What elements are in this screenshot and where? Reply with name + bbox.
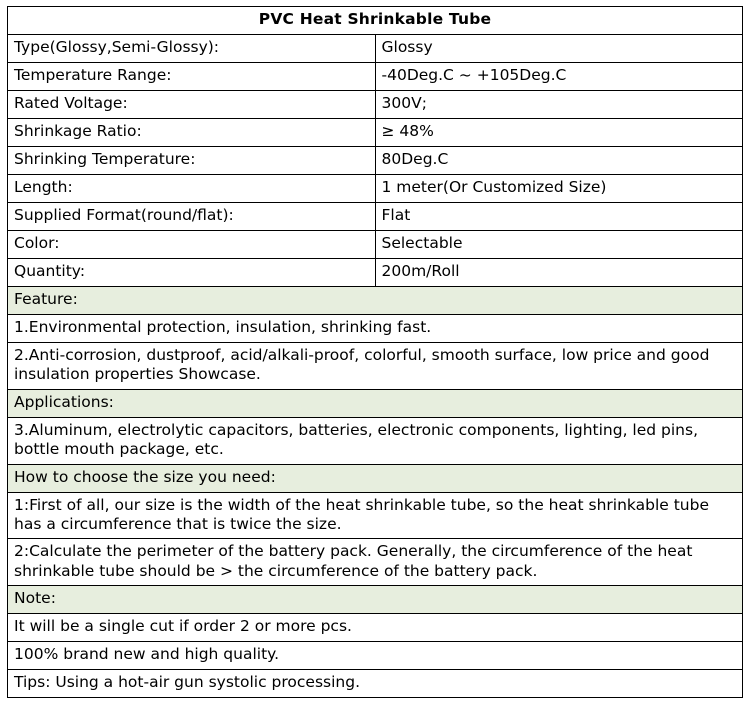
spec-value: 200m/Roll [375,259,743,287]
title-row [8,7,743,35]
specification-table [7,6,743,698]
spec-value: ≥ 48% [375,119,743,147]
section-line-row [8,343,743,390]
table-row [8,35,743,63]
spec-value: Glossy [375,35,743,63]
table-row [8,231,743,259]
section-line-row [8,614,743,642]
section-heading-how-to-choose: How to choose the size you need: [8,464,743,492]
section-line: Tips: Using a hot-air gun systolic processing. [8,670,743,698]
spec-label: Shrinkage Ratio: [8,119,376,147]
table-row [8,259,743,287]
section-line-row [8,539,743,586]
spec-label: Temperature Range: [8,63,376,91]
table-row [8,147,743,175]
section-heading-applications: Applications: [8,389,743,417]
section-line-row [8,642,743,670]
section-line: 2.Anti-corrosion, dustproof, acid/alkali-proof, colorful, smooth surface, low price and good insulation properties Showcase. [8,343,743,390]
section-line: 2:Calculate the perimeter of the battery pack. Generally, the circumference of the heat shrinkable tube should be > the circumference of the battery pack. [8,539,743,586]
spec-label: Shrinking Temperature: [8,147,376,175]
section-line: 3.Aluminum, electrolytic capacitors, batteries, electronic components, lighting, led pins, bottle mouth package, etc. [8,417,743,464]
table-row [8,175,743,203]
spec-label: Length: [8,175,376,203]
section-heading-row [8,464,743,492]
section-line-row [8,670,743,698]
spec-value: 1 meter(Or Customized Size) [375,175,743,203]
section-heading-row [8,287,743,315]
spec-value: Flat [375,203,743,231]
spec-value: 80Deg.C [375,147,743,175]
section-heading-feature: Feature: [8,287,743,315]
spec-value: Selectable [375,231,743,259]
spec-sheet [0,6,750,714]
spec-label: Color: [8,231,376,259]
section-line: 100% brand new and high quality. [8,642,743,670]
section-heading-row [8,389,743,417]
section-line: It will be a single cut if order 2 or more pcs. [8,614,743,642]
section-line-row [8,492,743,539]
page-title: PVC Heat Shrinkable Tube [8,7,743,35]
spec-value: -40Deg.C ~ +105Deg.C [375,63,743,91]
table-row [8,91,743,119]
spec-label: Supplied Format(round/flat): [8,203,376,231]
section-line-row [8,417,743,464]
table-row [8,63,743,91]
section-line-row [8,315,743,343]
spec-value: 300V; [375,91,743,119]
spec-label: Type(Glossy,Semi-Glossy): [8,35,376,63]
section-heading-note: Note: [8,586,743,614]
section-line: 1.Environmental protection, insulation, shrinking fast. [8,315,743,343]
spec-label: Quantity: [8,259,376,287]
table-row [8,119,743,147]
spec-label: Rated Voltage: [8,91,376,119]
section-line: 1:First of all, our size is the width of the heat shrinkable tube, so the heat shrinkable tube has a circumference that is twice the size. [8,492,743,539]
section-heading-row [8,586,743,614]
table-row [8,203,743,231]
